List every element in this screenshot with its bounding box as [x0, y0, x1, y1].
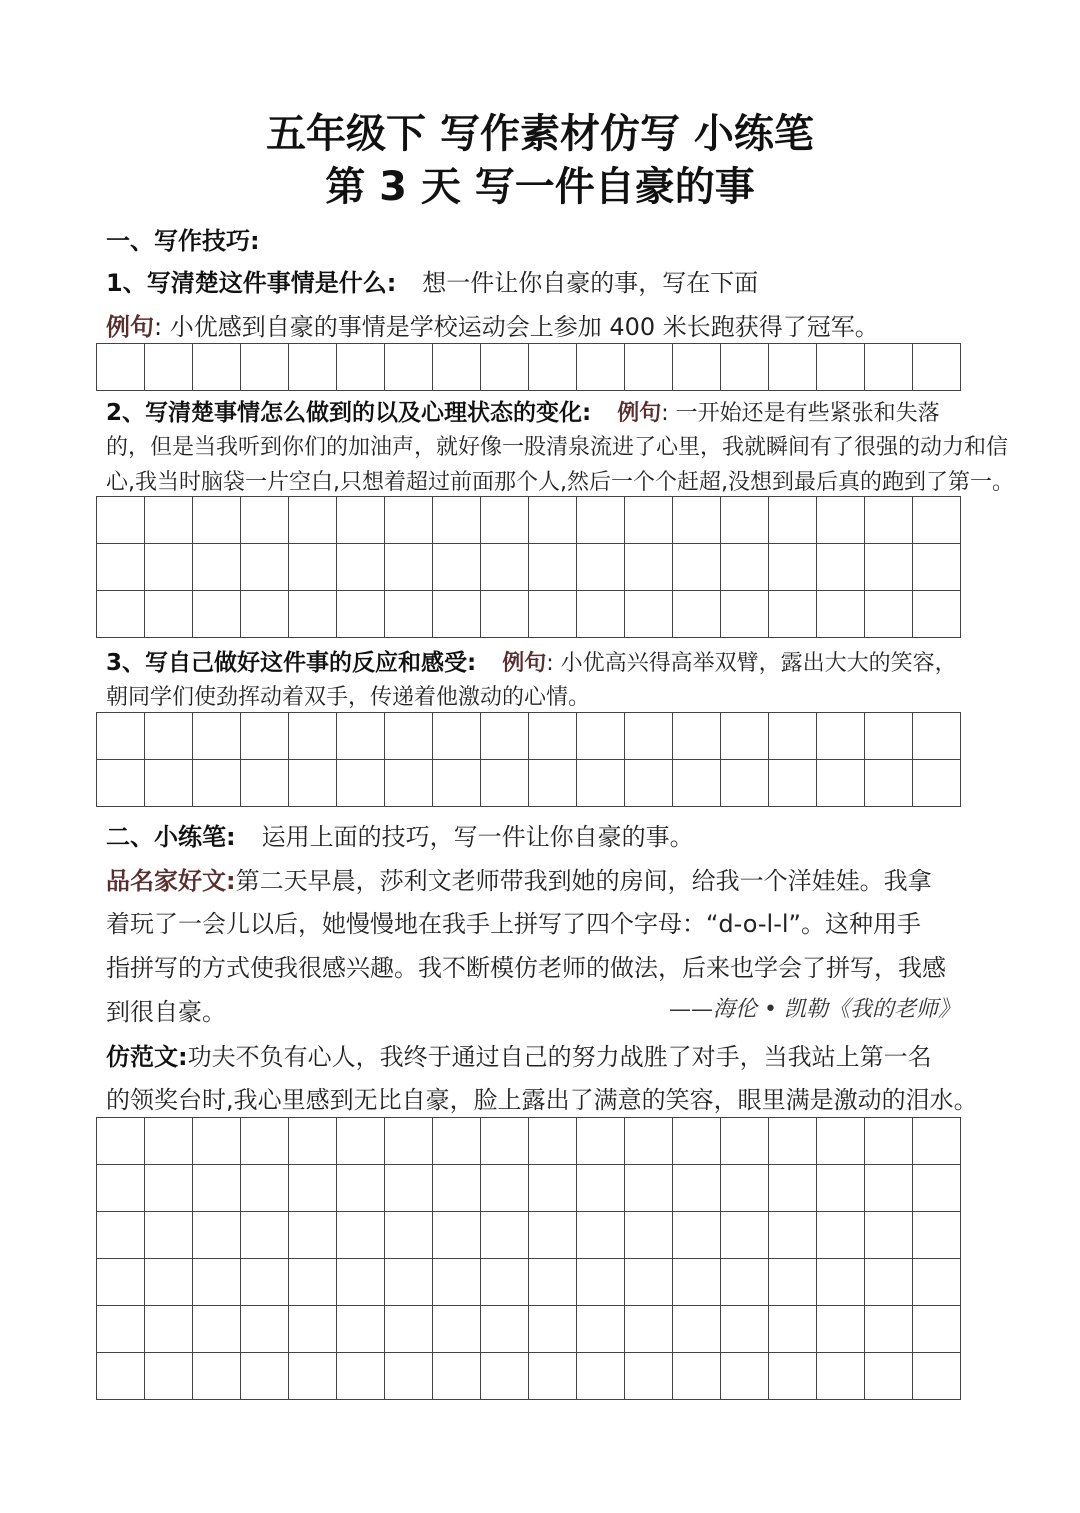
grid-cell[interactable]: [913, 1118, 961, 1165]
grid-cell[interactable]: [865, 344, 913, 391]
grid-cell[interactable]: [817, 1353, 865, 1400]
grid-cell[interactable]: [481, 1165, 529, 1212]
grid-cell[interactable]: [337, 591, 385, 638]
grid-cell[interactable]: [145, 1165, 193, 1212]
grid-cell[interactable]: [145, 544, 193, 591]
grid-cell[interactable]: [625, 497, 673, 544]
grid-cell[interactable]: [721, 1118, 769, 1165]
grid-cell[interactable]: [97, 1306, 145, 1353]
model-passage-label: 仿范文:: [106, 1043, 188, 1071]
grid-cell[interactable]: [577, 760, 625, 807]
tip-2-example-line3: 心,我当时脑袋一片空白,只想着超过前面那个人,然后一个个赶超,没想到最后真的跑到了第一。: [106, 470, 1014, 495]
grid-cell[interactable]: [97, 1118, 145, 1165]
grid-cell[interactable]: [337, 1165, 385, 1212]
grid-cell[interactable]: [289, 544, 337, 591]
grid-cell[interactable]: [385, 1259, 433, 1306]
tip-1-example: [106, 310, 986, 344]
grid-cell[interactable]: [769, 1306, 817, 1353]
grid-cell[interactable]: [625, 1165, 673, 1212]
grid-cell[interactable]: [145, 497, 193, 544]
grid-cell[interactable]: [241, 713, 289, 760]
grid-cell[interactable]: [721, 1212, 769, 1259]
grid-cell[interactable]: [193, 1353, 241, 1400]
grid-cell[interactable]: [481, 1212, 529, 1259]
grid-cell[interactable]: [913, 591, 961, 638]
grid-cell[interactable]: [769, 713, 817, 760]
grid-cell[interactable]: [913, 760, 961, 807]
grid-cell[interactable]: [433, 344, 481, 391]
grid-cell[interactable]: [385, 1212, 433, 1259]
tip-3-example-label: 例句: [502, 651, 547, 676]
grid-cell[interactable]: [193, 1306, 241, 1353]
section-2-heading: [106, 820, 986, 854]
grid-cell[interactable]: [433, 760, 481, 807]
grid-cell[interactable]: [145, 1118, 193, 1165]
grid-cell[interactable]: [769, 544, 817, 591]
grid-cell[interactable]: [529, 497, 577, 544]
famous-passage-label: 品名家好文:: [106, 867, 236, 895]
grid-cell[interactable]: [481, 497, 529, 544]
grid-cell[interactable]: [817, 1212, 865, 1259]
grid-cell[interactable]: [673, 1165, 721, 1212]
grid-cell[interactable]: [481, 544, 529, 591]
tip-1-example-text: : 小优感到自豪的事情是学校运动会上参加 400 米长跑获得了冠军。: [154, 313, 879, 341]
grid-cell[interactable]: [913, 497, 961, 544]
grid-cell[interactable]: [193, 497, 241, 544]
grid-cell[interactable]: [241, 591, 289, 638]
grid-cell[interactable]: [97, 1165, 145, 1212]
tip-2-example-label: 例句: [617, 401, 662, 426]
grid-cell[interactable]: [529, 1118, 577, 1165]
grid-cell[interactable]: [97, 344, 145, 391]
grid-cell[interactable]: [673, 713, 721, 760]
grid-cell[interactable]: [145, 344, 193, 391]
grid-cell[interactable]: [289, 1259, 337, 1306]
grid-cell[interactable]: [817, 760, 865, 807]
grid-cell[interactable]: [769, 1165, 817, 1212]
tip-2-example-line2: 的，但是当我听到你们的加油声，就好像一股清泉流进了心里，我就瞬间有了很强的动力和信: [106, 435, 1009, 460]
grid-cell[interactable]: [625, 544, 673, 591]
grid-cell[interactable]: [241, 1306, 289, 1353]
grid-cell[interactable]: [577, 1212, 625, 1259]
grid-cell[interactable]: [577, 344, 625, 391]
grid-cell[interactable]: [721, 591, 769, 638]
grid-cell[interactable]: [769, 497, 817, 544]
grid-cell[interactable]: [337, 1353, 385, 1400]
grid-cell[interactable]: [817, 344, 865, 391]
grid-cell[interactable]: [289, 1306, 337, 1353]
grid-cell[interactable]: [673, 760, 721, 807]
grid-cell[interactable]: [385, 344, 433, 391]
grid-cell[interactable]: [289, 1353, 337, 1400]
grid-cell[interactable]: [241, 344, 289, 391]
tip-3-label: 3、写自己做好这件事的反应和感受:: [106, 650, 477, 676]
grid-cell[interactable]: [529, 1259, 577, 1306]
grid-cell[interactable]: [241, 1259, 289, 1306]
grid-cell[interactable]: [241, 760, 289, 807]
grid-cell[interactable]: [289, 344, 337, 391]
tip-1: [106, 266, 986, 300]
tip-3-example-line1: : 小优高兴得高举双臂，露出大大的笑容，: [546, 651, 957, 676]
grid-cell[interactable]: [145, 760, 193, 807]
grid-cell[interactable]: [241, 497, 289, 544]
grid-cell[interactable]: [145, 1212, 193, 1259]
grid-cell[interactable]: [913, 1212, 961, 1259]
grid-cell[interactable]: [673, 497, 721, 544]
grid-cell[interactable]: [433, 1118, 481, 1165]
grid-cell[interactable]: [481, 1118, 529, 1165]
grid-cell[interactable]: [289, 713, 337, 760]
grid-cell[interactable]: [385, 1165, 433, 1212]
grid-cell[interactable]: [241, 1353, 289, 1400]
grid-cell[interactable]: [97, 1212, 145, 1259]
grid-cell[interactable]: [625, 1118, 673, 1165]
grid-cell[interactable]: [913, 713, 961, 760]
grid-cell[interactable]: [913, 544, 961, 591]
grid-cell[interactable]: [865, 760, 913, 807]
grid-cell[interactable]: [721, 544, 769, 591]
section-2-instruction: 运用上面的技巧，写一件让你自豪的事。: [261, 823, 694, 851]
grid-cell[interactable]: [289, 497, 337, 544]
grid-cell[interactable]: [193, 591, 241, 638]
grid-cell[interactable]: [817, 1259, 865, 1306]
grid-cell[interactable]: [481, 760, 529, 807]
grid-cell[interactable]: [625, 591, 673, 638]
grid-cell[interactable]: [625, 713, 673, 760]
grid-cell[interactable]: [241, 1118, 289, 1165]
grid-cell[interactable]: [529, 713, 577, 760]
grid-cell[interactable]: [289, 1165, 337, 1212]
grid-cell[interactable]: [769, 1353, 817, 1400]
grid-cell[interactable]: [385, 544, 433, 591]
grid-cell[interactable]: [193, 1118, 241, 1165]
grid-cell[interactable]: [529, 1353, 577, 1400]
grid-cell[interactable]: [625, 1306, 673, 1353]
grid-cell[interactable]: [865, 713, 913, 760]
grid-cell[interactable]: [721, 760, 769, 807]
grid-cell[interactable]: [865, 1259, 913, 1306]
famous-passage-text-1: 第二天早晨，莎利文老师带我到她的房间，给我一个洋娃娃。我拿: [235, 867, 932, 895]
grid-cell[interactable]: [97, 760, 145, 807]
grid-cell[interactable]: [625, 760, 673, 807]
grid-cell[interactable]: [673, 1118, 721, 1165]
grid-cell[interactable]: [193, 544, 241, 591]
tip-1-text: 想一件让你自豪的事，写在下面: [422, 269, 759, 297]
grid-cell[interactable]: [193, 713, 241, 760]
grid-cell[interactable]: [193, 760, 241, 807]
grid-cell[interactable]: [817, 713, 865, 760]
grid-cell[interactable]: [337, 760, 385, 807]
grid-cell[interactable]: [577, 1118, 625, 1165]
grid-cell[interactable]: [97, 591, 145, 638]
grid-cell[interactable]: [193, 1165, 241, 1212]
grid-cell[interactable]: [673, 1353, 721, 1400]
section-1-heading-text: 一、写作技巧:: [106, 227, 260, 255]
grid-cell[interactable]: [529, 591, 577, 638]
grid-cell[interactable]: [529, 1306, 577, 1353]
grid-cell[interactable]: [241, 1165, 289, 1212]
grid-cell[interactable]: [433, 544, 481, 591]
grid-cell[interactable]: [673, 1212, 721, 1259]
grid-cell[interactable]: [385, 1353, 433, 1400]
grid-cell[interactable]: [433, 1353, 481, 1400]
grid-cell[interactable]: [481, 591, 529, 638]
grid-cell[interactable]: [433, 1306, 481, 1353]
grid-cell[interactable]: [337, 1306, 385, 1353]
famous-passage-line2: 着玩了一会儿以后，她慢慢地在我手上拼写了四个字母：“d-o-l-l”。这种用手: [106, 910, 921, 938]
grid-cell[interactable]: [481, 1306, 529, 1353]
grid-cell[interactable]: [769, 344, 817, 391]
grid-cell[interactable]: [817, 591, 865, 638]
grid-cell[interactable]: [817, 497, 865, 544]
grid-cell[interactable]: [865, 1118, 913, 1165]
grid-cell[interactable]: [529, 1212, 577, 1259]
tip-2: [106, 398, 986, 429]
grid-cell[interactable]: [97, 544, 145, 591]
grid-cell[interactable]: [673, 344, 721, 391]
grid-cell[interactable]: [673, 1259, 721, 1306]
grid-cell[interactable]: [193, 1212, 241, 1259]
worksheet-title: 五年级下 写作素材仿写 小练笔: [266, 111, 814, 157]
grid-cell[interactable]: [865, 1353, 913, 1400]
grid-cell[interactable]: [817, 1118, 865, 1165]
grid-cell[interactable]: [913, 1165, 961, 1212]
grid-cell[interactable]: [289, 760, 337, 807]
grid-cell[interactable]: [769, 591, 817, 638]
grid-cell[interactable]: [817, 1306, 865, 1353]
grid-cell[interactable]: [145, 591, 193, 638]
grid-cell[interactable]: [433, 713, 481, 760]
tip-3: [106, 648, 986, 679]
grid-cell[interactable]: [385, 760, 433, 807]
grid-cell[interactable]: [145, 1306, 193, 1353]
grid-cell[interactable]: [913, 1306, 961, 1353]
grid-cell[interactable]: [769, 760, 817, 807]
grid-cell[interactable]: [769, 1259, 817, 1306]
grid-cell[interactable]: [289, 1118, 337, 1165]
grid-cell[interactable]: [769, 1118, 817, 1165]
writing-grid-3[interactable]: [96, 712, 961, 807]
grid-cell[interactable]: [721, 1165, 769, 1212]
grid-cell[interactable]: [385, 591, 433, 638]
grid-cell[interactable]: [577, 591, 625, 638]
grid-cell[interactable]: [97, 497, 145, 544]
grid-cell[interactable]: [721, 713, 769, 760]
grid-cell[interactable]: [337, 544, 385, 591]
grid-cell[interactable]: [577, 1259, 625, 1306]
grid-cell[interactable]: [241, 544, 289, 591]
grid-cell[interactable]: [721, 497, 769, 544]
grid-cell[interactable]: [865, 1306, 913, 1353]
grid-cell[interactable]: [145, 713, 193, 760]
tip-3-example-line2: 朝同学们使劲挥动着双手，传递着他激动的心情。: [106, 685, 591, 710]
grid-cell[interactable]: [625, 1353, 673, 1400]
grid-cell[interactable]: [817, 1165, 865, 1212]
famous-passage-line1: [106, 864, 986, 898]
grid-cell[interactable]: [481, 1353, 529, 1400]
grid-cell[interactable]: [337, 713, 385, 760]
grid-cell[interactable]: [721, 1353, 769, 1400]
grid-cell[interactable]: [721, 1259, 769, 1306]
grid-cell[interactable]: [529, 344, 577, 391]
grid-cell[interactable]: [577, 497, 625, 544]
grid-cell[interactable]: [913, 344, 961, 391]
writing-grid-4[interactable]: [96, 1117, 961, 1400]
grid-cell[interactable]: [97, 1259, 145, 1306]
grid-cell[interactable]: [289, 591, 337, 638]
grid-cell[interactable]: [577, 713, 625, 760]
tip-1-example-label: 例句: [106, 313, 154, 341]
grid-cell[interactable]: [769, 1212, 817, 1259]
grid-cell[interactable]: [625, 1212, 673, 1259]
grid-cell[interactable]: [529, 544, 577, 591]
grid-cell[interactable]: [433, 1165, 481, 1212]
section-1-heading: [106, 224, 986, 258]
grid-cell[interactable]: [193, 344, 241, 391]
grid-cell[interactable]: [337, 1118, 385, 1165]
famous-passage-line4: 到很自豪。: [106, 998, 226, 1026]
grid-cell[interactable]: [337, 1212, 385, 1259]
grid-cell[interactable]: [145, 1259, 193, 1306]
model-passage-line2: 的领奖台时,我心里感到无比自豪，脸上露出了满意的笑容，眼里满是激动的泪水。: [106, 1086, 978, 1114]
grid-cell[interactable]: [433, 497, 481, 544]
grid-cell[interactable]: [529, 760, 577, 807]
section-2-heading-text: 二、小练笔:: [106, 823, 236, 851]
grid-cell[interactable]: [385, 713, 433, 760]
grid-cell[interactable]: [385, 1306, 433, 1353]
grid-cell[interactable]: [913, 1259, 961, 1306]
grid-cell[interactable]: [433, 591, 481, 638]
famous-passage-line3: 指拼写的方式使我很感兴趣。我不断模仿老师的做法，后来也学会了拼写，我感: [106, 954, 946, 982]
grid-cell[interactable]: [241, 1212, 289, 1259]
grid-cell[interactable]: [193, 1259, 241, 1306]
grid-cell[interactable]: [577, 1353, 625, 1400]
grid-cell[interactable]: [337, 1259, 385, 1306]
grid-cell[interactable]: [865, 1212, 913, 1259]
grid-cell[interactable]: [337, 344, 385, 391]
grid-cell[interactable]: [577, 544, 625, 591]
model-passage-line1: [106, 1040, 986, 1074]
tip-1-label: 1、写清楚这件事情是什么:: [106, 269, 397, 297]
grid-cell[interactable]: [721, 1306, 769, 1353]
grid-cell[interactable]: [625, 1259, 673, 1306]
grid-cell[interactable]: [913, 1353, 961, 1400]
writing-grid-1[interactable]: [96, 343, 961, 391]
famous-passage-source: ——海伦 • 凯勒《我的老师》: [669, 997, 960, 1022]
grid-cell[interactable]: [145, 1353, 193, 1400]
grid-cell[interactable]: [673, 1306, 721, 1353]
grid-cell[interactable]: [865, 497, 913, 544]
grid-cell[interactable]: [865, 1165, 913, 1212]
grid-cell[interactable]: [289, 1212, 337, 1259]
grid-cell[interactable]: [721, 344, 769, 391]
grid-cell[interactable]: [385, 497, 433, 544]
grid-cell[interactable]: [577, 1306, 625, 1353]
grid-cell[interactable]: [97, 713, 145, 760]
worksheet-subtitle: 第 3 天 写一件自豪的事: [325, 164, 755, 210]
grid-cell[interactable]: [577, 1165, 625, 1212]
tip-2-example-line1: : 一开始还是有些紧张和失落: [661, 401, 940, 426]
grid-cell[interactable]: [337, 497, 385, 544]
tip-2-label: 2、写清楚事情怎么做到的以及心理状态的变化:: [106, 400, 592, 426]
grid-cell[interactable]: [385, 1118, 433, 1165]
grid-cell[interactable]: [481, 344, 529, 391]
grid-cell[interactable]: [529, 1165, 577, 1212]
grid-cell[interactable]: [481, 1259, 529, 1306]
model-passage-text-1: 功夫不负有心人，我终于通过自己的努力战胜了对手，当我站上第一名: [187, 1043, 932, 1071]
grid-cell[interactable]: [433, 1259, 481, 1306]
grid-cell[interactable]: [817, 544, 865, 591]
grid-cell[interactable]: [673, 544, 721, 591]
grid-cell[interactable]: [433, 1212, 481, 1259]
grid-cell[interactable]: [97, 1353, 145, 1400]
grid-cell[interactable]: [865, 591, 913, 638]
writing-grid-2[interactable]: [96, 496, 961, 638]
grid-cell[interactable]: [625, 344, 673, 391]
grid-cell[interactable]: [865, 544, 913, 591]
grid-cell[interactable]: [673, 591, 721, 638]
grid-cell[interactable]: [481, 713, 529, 760]
